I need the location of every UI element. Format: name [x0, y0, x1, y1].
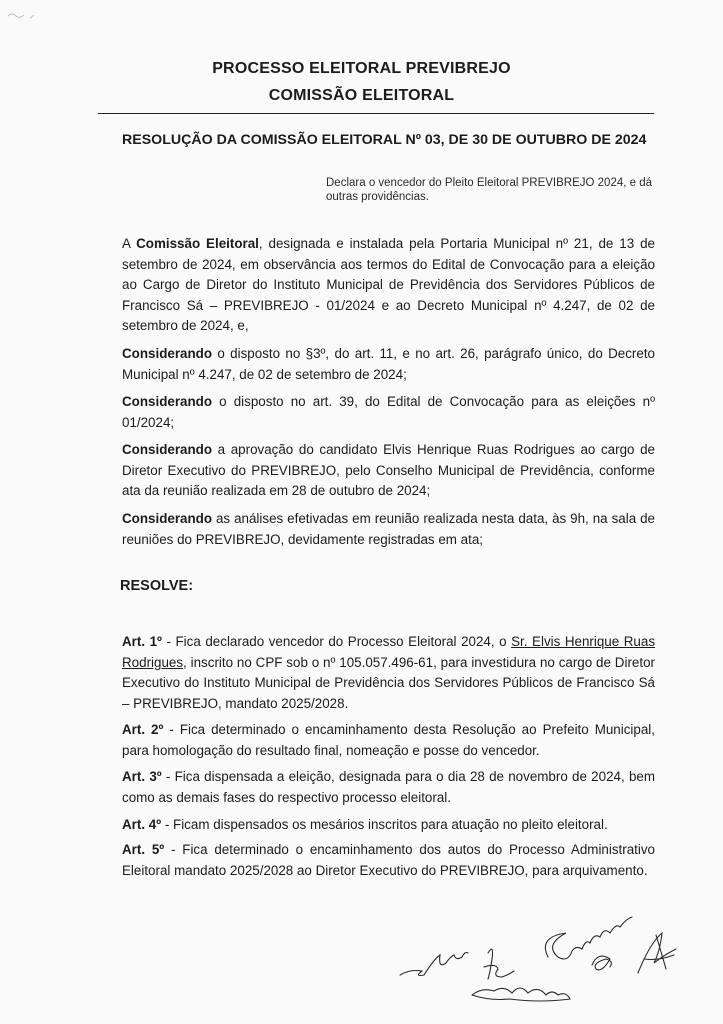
article-5	[122, 840, 655, 881]
considerando-keyword: Considerando	[122, 511, 213, 526]
header-divider	[98, 113, 654, 114]
header-title: PROCESSO ELEITORAL PREVIBREJO	[212, 60, 511, 77]
winner-name: Sr. Elvis Henrique Ruas Rodrigues	[122, 634, 656, 670]
article-text: - Fica declarado vencedor do Processo Eleitoral 2024, o	[161, 634, 512, 649]
article-text: , inscrito no CPF sob o nº 105.057.496-61, para investidura no cargo de Diretor Executivo do Instituto Municipal de Previdência dos Servidores Públicos de Francisco Sá – PREVIBREJO, mandato 2025/2028.	[122, 654, 655, 711]
article-text: - Fica determinado o encaminhamento dos autos do Processo Administrativo Eleitoral mandato 2025/2028 ao Diretor Executivo do PREVIBREJO, para arquivamento.	[122, 842, 655, 878]
considerando-4	[122, 509, 655, 550]
signature-4	[592, 956, 611, 970]
considerando-text: o disposto no art. 39, do Edital de Convocação para as eleições nº 01/2024;	[122, 394, 655, 430]
signatures-area	[380, 895, 710, 1020]
considerando-2	[122, 392, 655, 433]
preamble-paragraph	[122, 234, 655, 337]
considerando-text: a aprovação do candidato Elvis Henrique Ruas Rodrigues ao cargo de Diretor Executivo do PREVIBREJO, pelo Conselho Municipal de Previdência, conforme ata da reunião realizada em 28 de outubro de 2024;	[122, 442, 655, 498]
considerando-keyword: Considerando	[122, 394, 213, 409]
considerando-keyword: Considerando	[122, 346, 213, 361]
article-text: - Ficam dispensados os mesários inscritos para atuação no pleito eleitoral.	[161, 817, 608, 832]
article-3	[122, 767, 655, 808]
article-4	[122, 815, 655, 836]
article-label: Art. 3º	[122, 769, 162, 784]
article-label: Art. 1º	[122, 634, 162, 649]
article-text: - Fica determinado o encaminhamento desta Resolução ao Prefeito Municipal, para homologação do resultado final, nomeação e posse do vencedor.	[122, 722, 655, 758]
article-2	[122, 720, 655, 761]
signature-2	[484, 949, 514, 979]
article-label: Art. 2º	[122, 722, 164, 737]
considerando-3	[122, 440, 655, 502]
signature-3	[545, 917, 632, 959]
signature-5	[638, 933, 676, 973]
considerando-text: o disposto no §3º, do art. 11, e no art. 26, parágrafo único, do Decreto Municipal nº 4.247, de 02 de setembro de 2024;	[122, 346, 655, 382]
ementa: Declara o vencedor do Pleito Eleitoral PREVIBREJO 2024, e dá outras providências.	[326, 177, 653, 203]
considerando-1	[122, 344, 655, 385]
resolution-title: RESOLUÇÃO DA COMISSÃO ELEITORAL Nº 03, DE 30 DE OUTUBRO DE 2024	[122, 132, 647, 148]
scan-mark-icon	[6, 8, 46, 24]
article-label: Art. 5º	[122, 842, 165, 857]
resolve-heading: RESOLVE:	[120, 578, 194, 594]
considerando-text: as análises efetivadas em reunião realizada nesta data, às 9h, na sala de reuniões do PREVIBREJO, devidamente registradas em ata;	[122, 511, 655, 547]
article-1	[122, 632, 655, 714]
signature-6	[472, 988, 570, 1001]
header-subtitle: COMISSÃO ELEITORAL	[268, 87, 455, 104]
article-label: Art. 4º	[122, 817, 162, 832]
preamble-text: , designada e instalada pela Portaria Municipal nº 21, de 13 de setembro de 2024, em observância aos termos do Edital de Convocação para a eleição ao Cargo de Diretor do Instituto Municipal de Previdência dos Servidores Públicos de Francisco Sá – PREVIBREJO - 01/2024 e ao Decreto Municipal nº 4.247, de 02 de setembro de 2024, e,	[122, 236, 655, 333]
considerando-keyword: Considerando	[122, 442, 213, 457]
article-text: - Fica dispensada a eleição, designada para o dia 28 de novembro de 2024, bem como as demais fases do respectivo processo eleitoral.	[122, 769, 655, 805]
preamble-lead: A	[122, 236, 137, 251]
preamble-entity: Comissão Eleitoral	[136, 236, 259, 251]
signature-1	[400, 953, 468, 976]
